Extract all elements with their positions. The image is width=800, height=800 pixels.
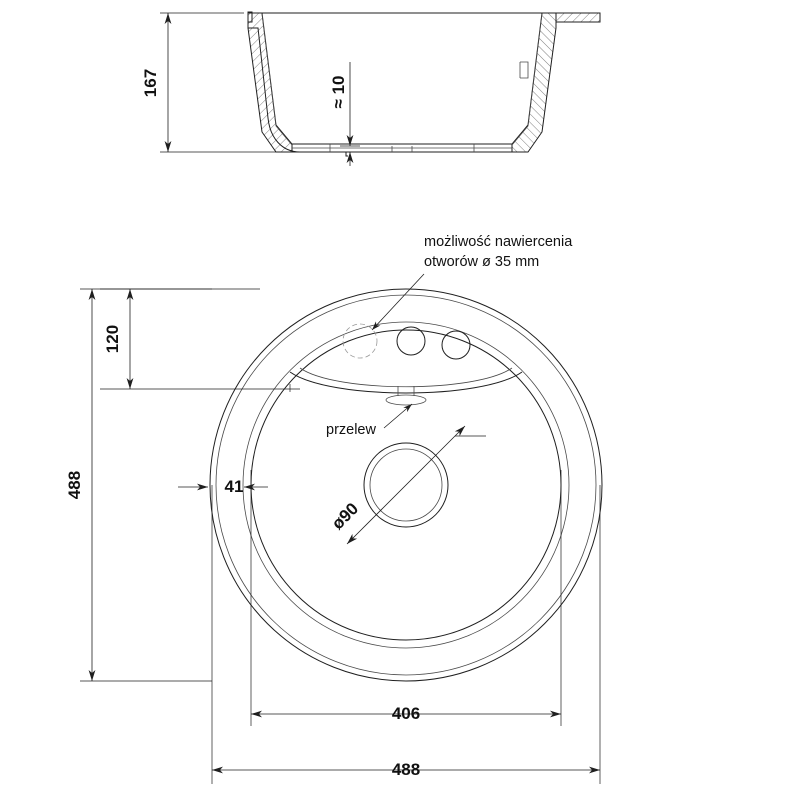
- tap-hole-note-line2: otworów ø 35 mm: [424, 254, 540, 270]
- dimension-406-label: 406: [391, 704, 421, 723]
- dimension-drain-label: ø90: [328, 499, 363, 534]
- dimension-41-label: 41: [224, 477, 244, 496]
- dimension-488-horizontal-label: 488: [391, 760, 421, 779]
- tap-deck: [290, 372, 522, 393]
- dimension-41: [178, 477, 268, 496]
- section-deck-right: [556, 13, 600, 22]
- section-view: [141, 12, 600, 166]
- annotation-tap-holes: [372, 234, 573, 330]
- overflow-note-label: przelew: [326, 422, 376, 438]
- dimension-406: [251, 470, 561, 726]
- tap-hole-2: [397, 327, 425, 355]
- dimension-drain: [328, 426, 486, 544]
- dimension-120-label: 120: [103, 324, 122, 354]
- top-view: [65, 234, 602, 784]
- tap-deck-inner: [300, 368, 512, 387]
- dimension-488-horizontal: [212, 485, 600, 784]
- section-right-wall: [512, 13, 556, 152]
- section-left-wall: [248, 13, 292, 152]
- overflow-slot: [386, 395, 426, 405]
- dimension-167-label: 167: [141, 68, 160, 98]
- dimension-thickness: [329, 62, 360, 166]
- dimension-120: [100, 289, 300, 389]
- annotation-overflow: [290, 384, 412, 438]
- tap-hole-3: [442, 331, 470, 359]
- dimension-488-vertical: [65, 289, 212, 681]
- tap-hole-note-line1: możliwość nawiercenia: [424, 234, 573, 250]
- dimension-thickness-label: ≈ 10: [329, 75, 348, 109]
- dimension-488-vertical-label: 488: [65, 470, 84, 500]
